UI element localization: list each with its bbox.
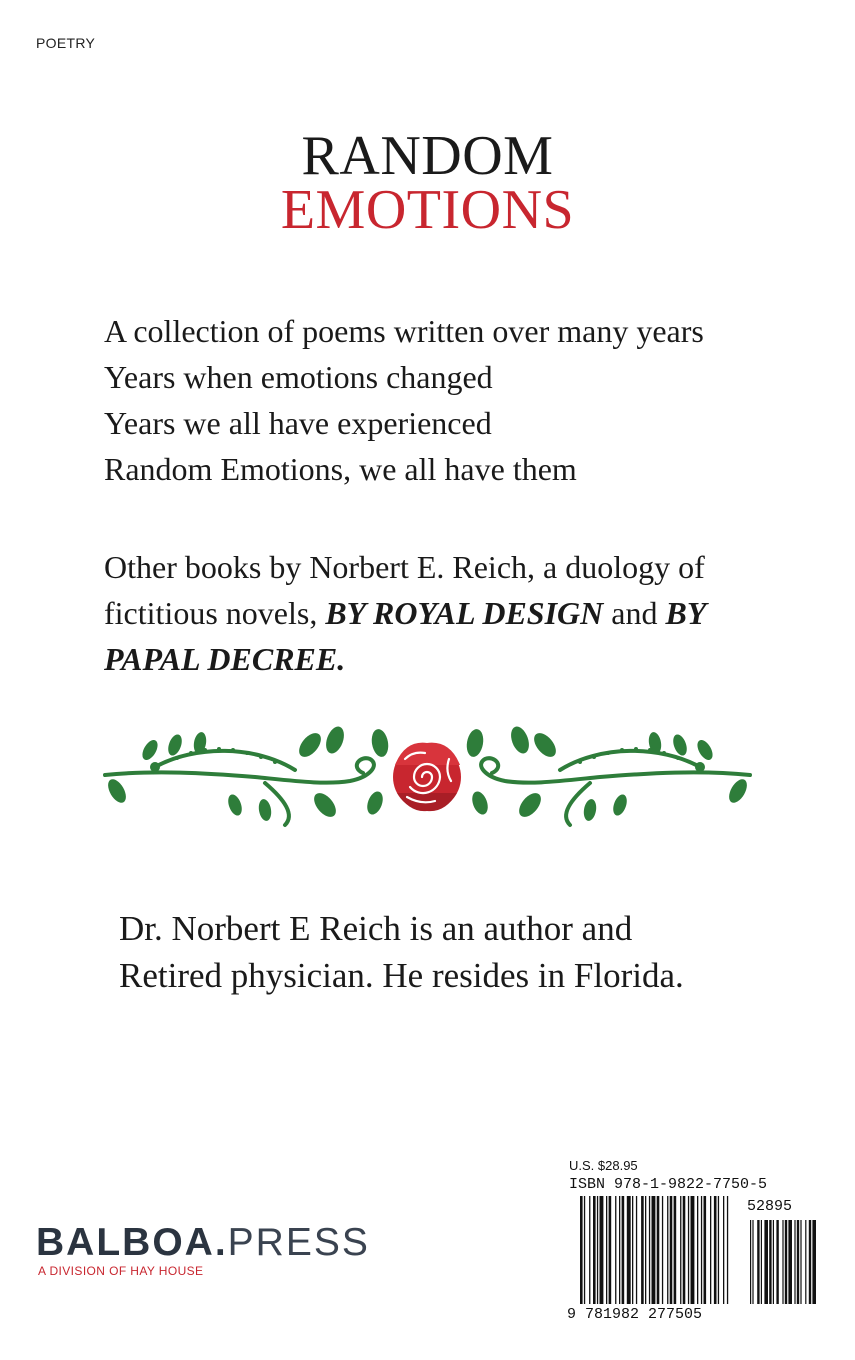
barcode-bar (667, 1196, 668, 1304)
publisher-name (36, 1222, 370, 1264)
rose-icon (393, 743, 461, 812)
barcode-addon-bar (800, 1220, 801, 1304)
barcode-bar (627, 1196, 631, 1304)
barcode-bar (697, 1196, 698, 1304)
barcode-bar (615, 1196, 616, 1304)
barcode-bar (691, 1196, 695, 1304)
other-books-conjunction: and (603, 595, 666, 631)
barcode-addon-bar (752, 1220, 753, 1304)
barcode-bar (619, 1196, 620, 1304)
publisher-logo (36, 1222, 370, 1278)
book-title-royal-design: BY ROYAL DESIGN (325, 595, 604, 631)
barcode-bar (600, 1196, 604, 1304)
publisher-name-bold: BALBOA. (36, 1221, 228, 1264)
barcode-addon-bar (785, 1220, 787, 1304)
title-line-2: EMOTIONS (280, 179, 575, 241)
barcode-bar (718, 1196, 719, 1304)
barcode-bar (680, 1196, 681, 1304)
publisher-division: A DIVISION OF HAY HOUSE (38, 1264, 204, 1278)
bio-line: Dr. Norbert E Reich is an author and (119, 909, 633, 948)
barcode-bar (710, 1196, 711, 1304)
rose-vine-ornament-icon (95, 715, 760, 835)
barcode-bar (606, 1196, 607, 1304)
genre-label: POETRY (36, 35, 96, 51)
barcode-addon-bar (809, 1220, 811, 1304)
barcode-bar (589, 1196, 590, 1304)
barcode-addon-bar (773, 1220, 774, 1304)
poem-blurb (104, 308, 704, 492)
barcode-addon-number: 52895 (747, 1198, 793, 1215)
barcode-addon-bar (805, 1220, 806, 1304)
book-title-papal-decree: BY PAPAL DECREE. (104, 595, 706, 677)
barcode-addon-bar (761, 1220, 762, 1304)
barcode-bar (584, 1196, 585, 1304)
poem-line: Random Emotions, we all have them (104, 451, 577, 487)
other-books-paragraph (104, 544, 784, 682)
barcode-bar (657, 1196, 660, 1304)
barcode-bar (641, 1196, 644, 1304)
barcode-bar (645, 1196, 646, 1304)
barcode-bar (683, 1196, 686, 1304)
barcode-ean-number: 9 781982 277505 (567, 1306, 703, 1323)
barcode-bar (727, 1196, 728, 1304)
other-books-text: Other books by Norbert E. Reich, a duology of fictitious novels, (104, 549, 705, 631)
barcode-addon-bar (757, 1220, 759, 1304)
title-line-1: RANDOM (301, 125, 554, 187)
barcode-addon-bar (764, 1220, 768, 1304)
price-label: U.S. $28.95 (569, 1158, 638, 1173)
barcode-bar (670, 1196, 673, 1304)
barcode-bar (688, 1196, 689, 1304)
barcode-bar (674, 1196, 677, 1304)
publisher-name-light: PRESS (227, 1221, 370, 1264)
barcode-bar (652, 1196, 656, 1304)
barcode-bar (701, 1196, 702, 1304)
isbn-number: ISBN 978-1-9822-7750-5 (569, 1176, 768, 1193)
barcode-addon-bar (797, 1220, 799, 1304)
barcode-addon-bar (776, 1220, 778, 1304)
poem-line: A collection of poems written over many years (104, 313, 704, 349)
barcode-bar (580, 1196, 583, 1304)
poem-line: Years when emotions changed (104, 359, 493, 395)
barcode-bar (649, 1196, 650, 1304)
barcode-addon-bar (750, 1220, 751, 1304)
barcode-bar (636, 1196, 637, 1304)
barcode-bar (609, 1196, 612, 1304)
barcode-bar (723, 1196, 724, 1304)
barcode-bar (714, 1196, 717, 1304)
barcode-bar (593, 1196, 596, 1304)
barcode-addon-bar (812, 1220, 816, 1304)
barcode-addon-bar (788, 1220, 792, 1304)
barcode-bar (704, 1196, 707, 1304)
bio-line: Retired physician. He resides in Florida. (119, 956, 684, 995)
barcode-bar (662, 1196, 663, 1304)
barcode-addon-bar (769, 1220, 771, 1304)
author-bio (119, 905, 684, 999)
barcode-bar (622, 1196, 625, 1304)
poem-line: Years we all have experienced (104, 405, 492, 441)
barcode-addon-bar (782, 1220, 783, 1304)
barcode-bar (632, 1196, 633, 1304)
barcode-addon-bar (794, 1220, 795, 1304)
barcode-bar (597, 1196, 598, 1304)
